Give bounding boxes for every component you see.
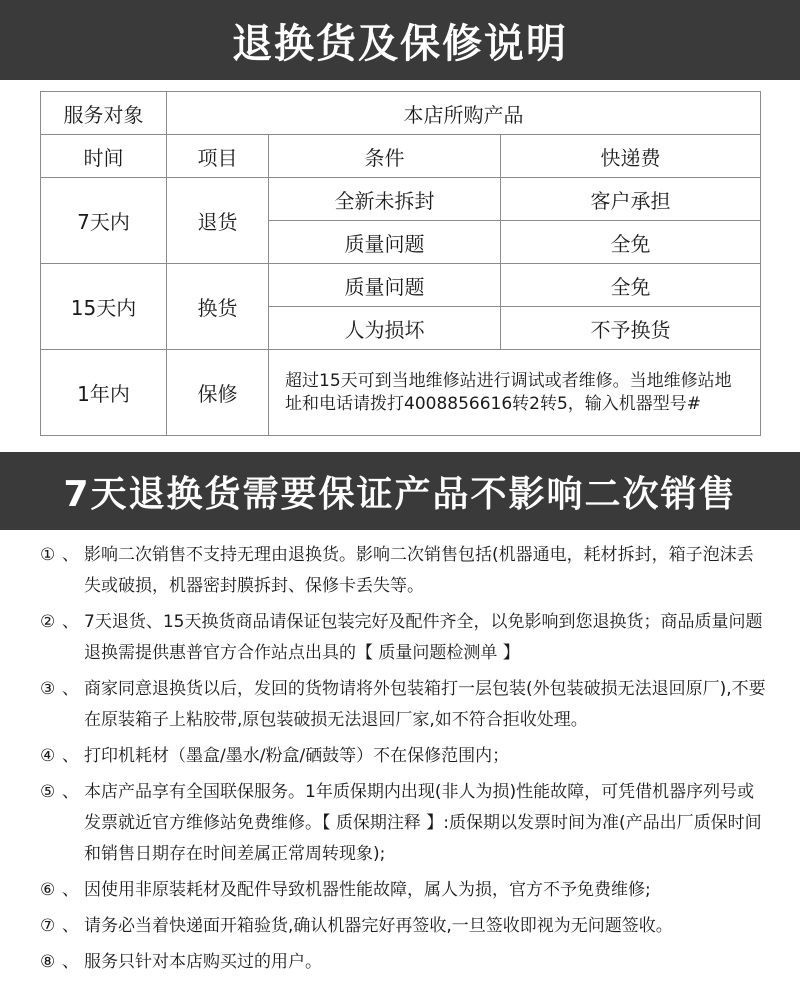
note-separator: 、 — [62, 545, 79, 565]
column-header: 项目 — [167, 135, 269, 178]
column-header: 时间 — [41, 135, 167, 178]
note-separator: 、 — [62, 679, 79, 699]
section-banner — [0, 452, 800, 530]
note-number: ② — [40, 612, 56, 632]
fee-cell: 全免 — [501, 264, 761, 307]
note-text: 请务必当着快递面开箱验货,确认机器完好再签收,一旦签收即视为无问题签收。 — [84, 916, 673, 936]
list-item — [40, 875, 770, 906]
item-cell: 换货 — [167, 264, 269, 350]
note-number: ⑥ — [40, 880, 56, 900]
table-row — [41, 350, 761, 436]
note-separator: 、 — [62, 612, 79, 632]
time-cell: 1年内 — [41, 350, 167, 436]
note-text: 商家同意退换货以后，发回的货物请将外包装箱打一层包装(外包装破损无法退回原厂),不要在原装箱子上粘胶带,原包装破损无法退回厂家,如不符合拒收处理。 — [84, 679, 766, 730]
condition-cell: 质量问题 — [269, 221, 501, 264]
list-item — [40, 540, 770, 602]
list-item — [40, 911, 770, 942]
note-text: 打印机耗材（墨盒/墨水/粉盒/硒鼓等）不在保修范围内； — [84, 746, 510, 766]
note-separator: 、 — [62, 880, 79, 900]
column-header: 条件 — [269, 135, 501, 178]
table-row — [41, 178, 761, 221]
section-title: 7天退换货需要保证产品不影响二次销售 — [63, 473, 737, 515]
note-separator: 、 — [62, 916, 79, 936]
service-value-cell: 本店所购产品 — [167, 92, 761, 135]
note-text: 影响二次销售不支持无理由退换货。影响二次销售包括(机器通电，耗材拆封，箱子泡沫丢失或破损，机器密封膜拆封、保修卡丢失等。 — [84, 545, 754, 596]
fee-cell: 全免 — [501, 221, 761, 264]
note-text: 服务只针对本店购买过的用户。 — [84, 952, 322, 972]
note-separator: 、 — [62, 746, 79, 766]
table-row — [41, 264, 761, 307]
policy-table — [40, 91, 761, 436]
note-text: 因使用非原装耗材及配件导致机器性能故障，属人为损，官方不予免费维修; — [84, 880, 651, 900]
warranty-note-cell: 超过15天可到当地维修站进行调试或者维修。当地维修站地址和电话请拨打4008856616转2转5，输入机器型号# — [269, 350, 761, 436]
note-number: ⑦ — [40, 916, 56, 936]
condition-cell: 人为损坏 — [269, 307, 501, 350]
time-cell: 15天内 — [41, 264, 167, 350]
fee-cell: 不予换货 — [501, 307, 761, 350]
note-number: ① — [40, 545, 56, 565]
column-header: 快递费 — [501, 135, 761, 178]
note-number: ③ — [40, 679, 56, 699]
list-item — [40, 947, 770, 978]
condition-cell: 全新未拆封 — [269, 178, 501, 221]
page-title: 退换货及保修说明 — [232, 20, 568, 67]
fee-cell: 客户承担 — [501, 178, 761, 221]
list-item — [40, 674, 770, 736]
note-separator: 、 — [62, 952, 79, 972]
notes-list — [40, 540, 770, 983]
service-label-cell: 服务对象 — [41, 92, 167, 135]
note-number: ⑤ — [40, 782, 56, 802]
note-number: ⑧ — [40, 952, 56, 972]
table-header-row — [41, 135, 761, 178]
note-text: 7天退货、15天换货商品请保证包装完好及配件齐全，以免影响到您退换货；商品质量问题退换需提供惠普官方合作站点出具的【 质量问题检测单 】 — [84, 612, 763, 663]
list-item — [40, 777, 770, 870]
note-separator: 、 — [62, 782, 79, 802]
list-item — [40, 607, 770, 669]
item-cell: 退货 — [167, 178, 269, 264]
note-number: ④ — [40, 746, 56, 766]
note-text: 本店产品享有全国联保服务。1年质保期内出现(非人为损)性能故障，可凭借机器序列号或发票就近官方维修站免费维修。【 质保期注释 】:质保期以发票时间为准(产品出厂质保时间和销售日期存在时间差属正常周转现象); — [84, 782, 762, 864]
table-row — [41, 92, 761, 135]
list-item — [40, 741, 770, 772]
item-cell: 保修 — [167, 350, 269, 436]
time-cell: 7天内 — [41, 178, 167, 264]
header-banner — [0, 0, 800, 80]
condition-cell: 质量问题 — [269, 264, 501, 307]
